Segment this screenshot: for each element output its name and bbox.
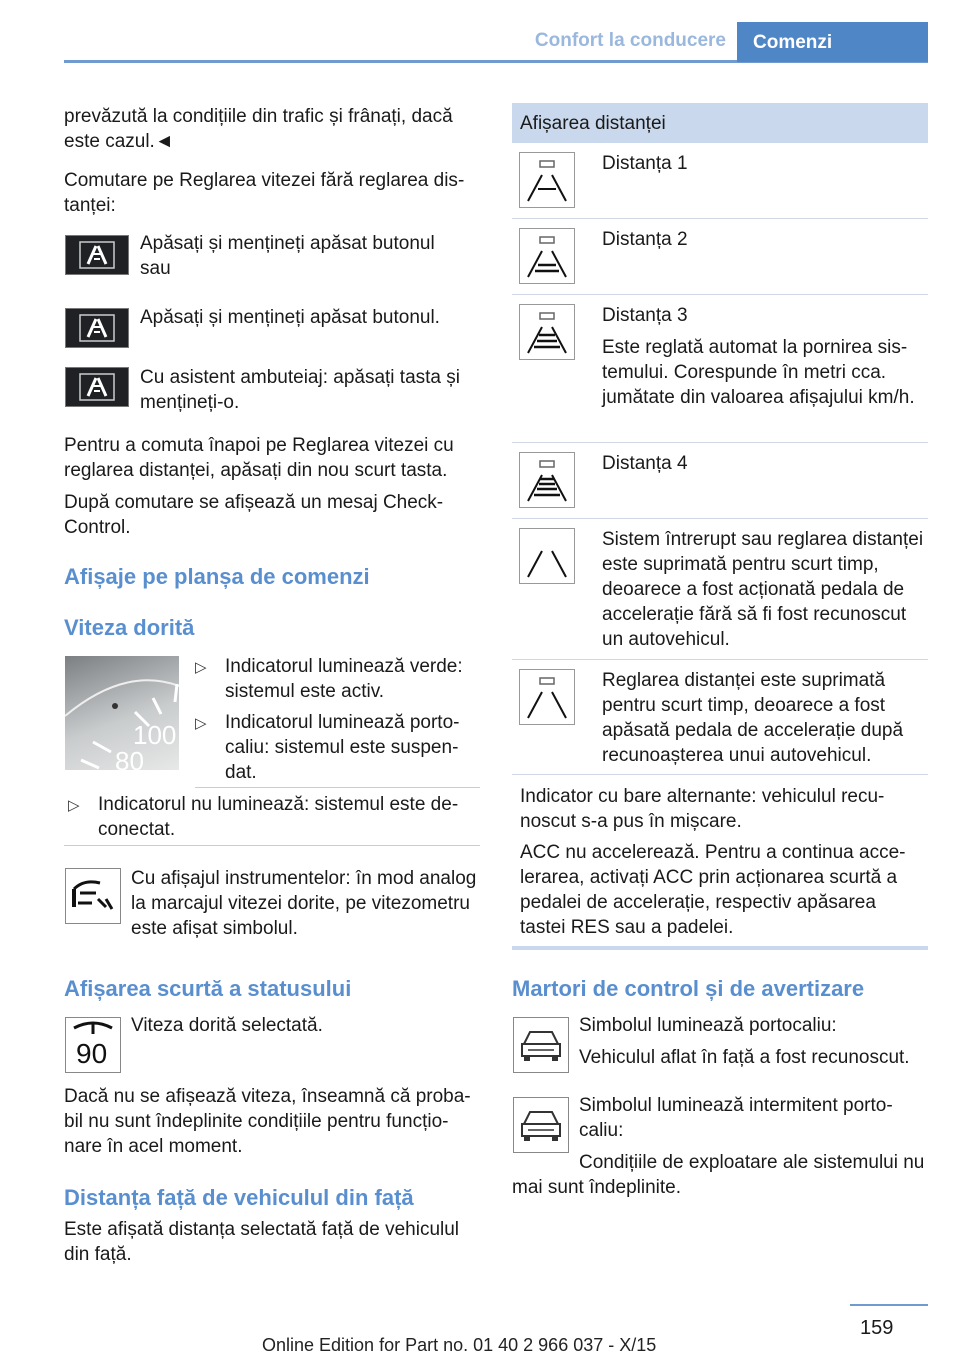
- acc-button-icon: [65, 235, 129, 275]
- distance-button-icon: [66, 236, 128, 274]
- bullet-2: Indicatorul luminează portocaliu: sistemul este suspendat.: [225, 712, 460, 783]
- paragraph-2: Comutare pe Reglarea vitezei fără reglarea distanței:: [64, 170, 465, 216]
- instrument-text: Cu afișajul instrumentelor: în mod analog la marcajul vitezei dorite, pe vitezometru este afișat simbolul.: [131, 868, 477, 939]
- bullet-1: Indicatorul luminează verde: sistemul este activ.: [225, 656, 463, 702]
- speed-90-label: 90: [76, 1038, 108, 1069]
- table-bottom-rule: [512, 946, 928, 950]
- road-lines-icon: [520, 529, 574, 583]
- distance-level-icon: [520, 453, 574, 507]
- edition-footer: Online Edition for Part no. 01 40 2 966 037 - X/15: [262, 1335, 657, 1355]
- distance-1-icon: [519, 152, 575, 208]
- footer-rule: [850, 1304, 928, 1306]
- table-footer-1: Indicator cu bare alternante: vehiculul recunoscut s-a pus în mișcare.: [520, 786, 885, 832]
- button-text-3: Cu asistent ambuteiaj: apăsați tasta și mențineți-o.: [140, 367, 461, 413]
- speed-indicator-icon: [66, 1018, 120, 1038]
- speedometer-image: [65, 656, 179, 770]
- row-divider: [512, 518, 928, 519]
- row-divider: [512, 442, 928, 443]
- distance-level-icon: [520, 229, 574, 283]
- acc-button-icon-2: [65, 308, 129, 348]
- table-header: [512, 103, 928, 143]
- speed-symbol-icon: [65, 868, 121, 924]
- distance-4-icon: [519, 452, 575, 508]
- bullet-marker: ▷: [68, 797, 80, 814]
- distance-button-icon: [66, 368, 128, 406]
- row-divider: [512, 294, 928, 295]
- lamp-1-line-2: Vehiculul aflat în față a fost recunoscut.: [579, 1047, 910, 1068]
- table-header-label: Afișarea distanței: [520, 113, 666, 134]
- heading-desired-speed: Viteza dorită: [64, 615, 195, 640]
- table-footer-2: ACC nu accelerează. Pentru a continua accelerarea, activați ACC prin acționarea scurtă a pedalei de accelerație, respectiv apăsarea tastei RES sau a padelei.: [520, 842, 906, 938]
- bullet-divider: [195, 787, 480, 788]
- row-4-text: Distanța 4: [602, 453, 688, 474]
- gauge-label-80: 80: [115, 746, 144, 770]
- vehicle-warning-icon: [513, 1097, 569, 1153]
- header-section-title: Confort la conducere: [534, 30, 726, 51]
- paragraph-3: Pentru a comuta înapoi pe Reglarea vitezei cu reglarea distanței, apăsați din nou scurt tasta.: [64, 435, 454, 481]
- status-text: Viteza dorită selectată.: [131, 1015, 323, 1036]
- car-front-icon: [514, 1098, 568, 1152]
- row-divider: [512, 218, 928, 219]
- paragraph-1: prevăzută la condițiile din trafic și frânați, dacă este cazul.◄: [64, 106, 453, 152]
- suppressed-icon: [519, 669, 575, 725]
- row-3-text: Este reglată automat la pornirea sistemului. Corespunde în metri cca. jumătate din valoarea afișajului km/h.: [602, 337, 915, 408]
- distance-2-icon: [519, 228, 575, 284]
- bullet-divider: [64, 845, 480, 846]
- lamp-2-line-2: Condițiile de exploatare ale sistemului nu mai sunt îndeplinite.: [512, 1152, 925, 1198]
- row-divider: [512, 659, 928, 660]
- vehicle-road-icon: [520, 670, 574, 724]
- lamp-2-line-1: Simbolul luminează intermitent portocaliu:: [579, 1095, 893, 1141]
- heading-status: Afișarea scurtă a statusului: [64, 976, 352, 1001]
- interrupted-icon: [519, 528, 575, 584]
- paragraph-4: După comutare se afișează un mesaj Check-Control.: [64, 492, 444, 538]
- header-tab: [737, 22, 928, 62]
- button-text-1: Apăsați și mențineți apăsat butonul sau: [140, 233, 435, 279]
- gauge-label-100: 100: [133, 720, 177, 750]
- distance-3-icon: [519, 304, 575, 360]
- heading-displays: Afișaje pe planșa de comenzi: [64, 564, 370, 589]
- heading-indicator-lamps: Martori de control și de avertizare: [512, 976, 865, 1001]
- heading-distance: Distanța față de vehiculul din față: [64, 1185, 414, 1210]
- bullet-marker: ▷: [195, 715, 207, 732]
- row-6-text: Reglarea distanței este suprimată pentru scurt timp, deoarece a fost apăsată pedala de accelerație după recunoașterea unui autovehicul.: [602, 670, 904, 766]
- row-5-text: Sistem întrerupt sau reglarea distanței este suprimată pentru scurt timp, deoarece a fost acționată pedala de accelerație fără să fi fost recunoscut un autovehicul.: [602, 529, 924, 650]
- header-tab-label: Comenzi: [753, 32, 833, 53]
- paragraph-6: Este afișată distanța selectată față de vehiculul din față.: [64, 1219, 460, 1265]
- acc-speedometer-icon: [66, 869, 120, 923]
- page-number: 159: [860, 1317, 894, 1339]
- distance-level-icon: [520, 305, 574, 359]
- row-1-text: Distanța 1: [602, 153, 688, 174]
- distance-level-icon: [520, 153, 574, 207]
- bullet-3: Indicatorul nu luminează: sistemul este deconectat.: [98, 794, 459, 840]
- bullet-marker: ▷: [195, 659, 207, 676]
- row-3-title: Distanța 3: [602, 305, 688, 326]
- row-2-text: Distanța 2: [602, 229, 688, 250]
- speed-90-icon: [65, 1017, 121, 1073]
- distance-button-icon: [66, 309, 128, 347]
- lamp-1-line-1: Simbolul luminează portocaliu:: [579, 1015, 837, 1036]
- traffic-jam-button-icon: [65, 367, 129, 407]
- button-text-2: Apăsați și mențineți apăsat butonul.: [140, 307, 440, 328]
- vehicle-detected-icon: [513, 1017, 569, 1073]
- row-divider: [512, 774, 928, 775]
- car-front-icon: [514, 1018, 568, 1072]
- paragraph-5: Dacă nu se afișează viteza, înseamnă că probabil nu sunt îndeplinite condițiile pentru funcționare în acel moment.: [64, 1086, 471, 1157]
